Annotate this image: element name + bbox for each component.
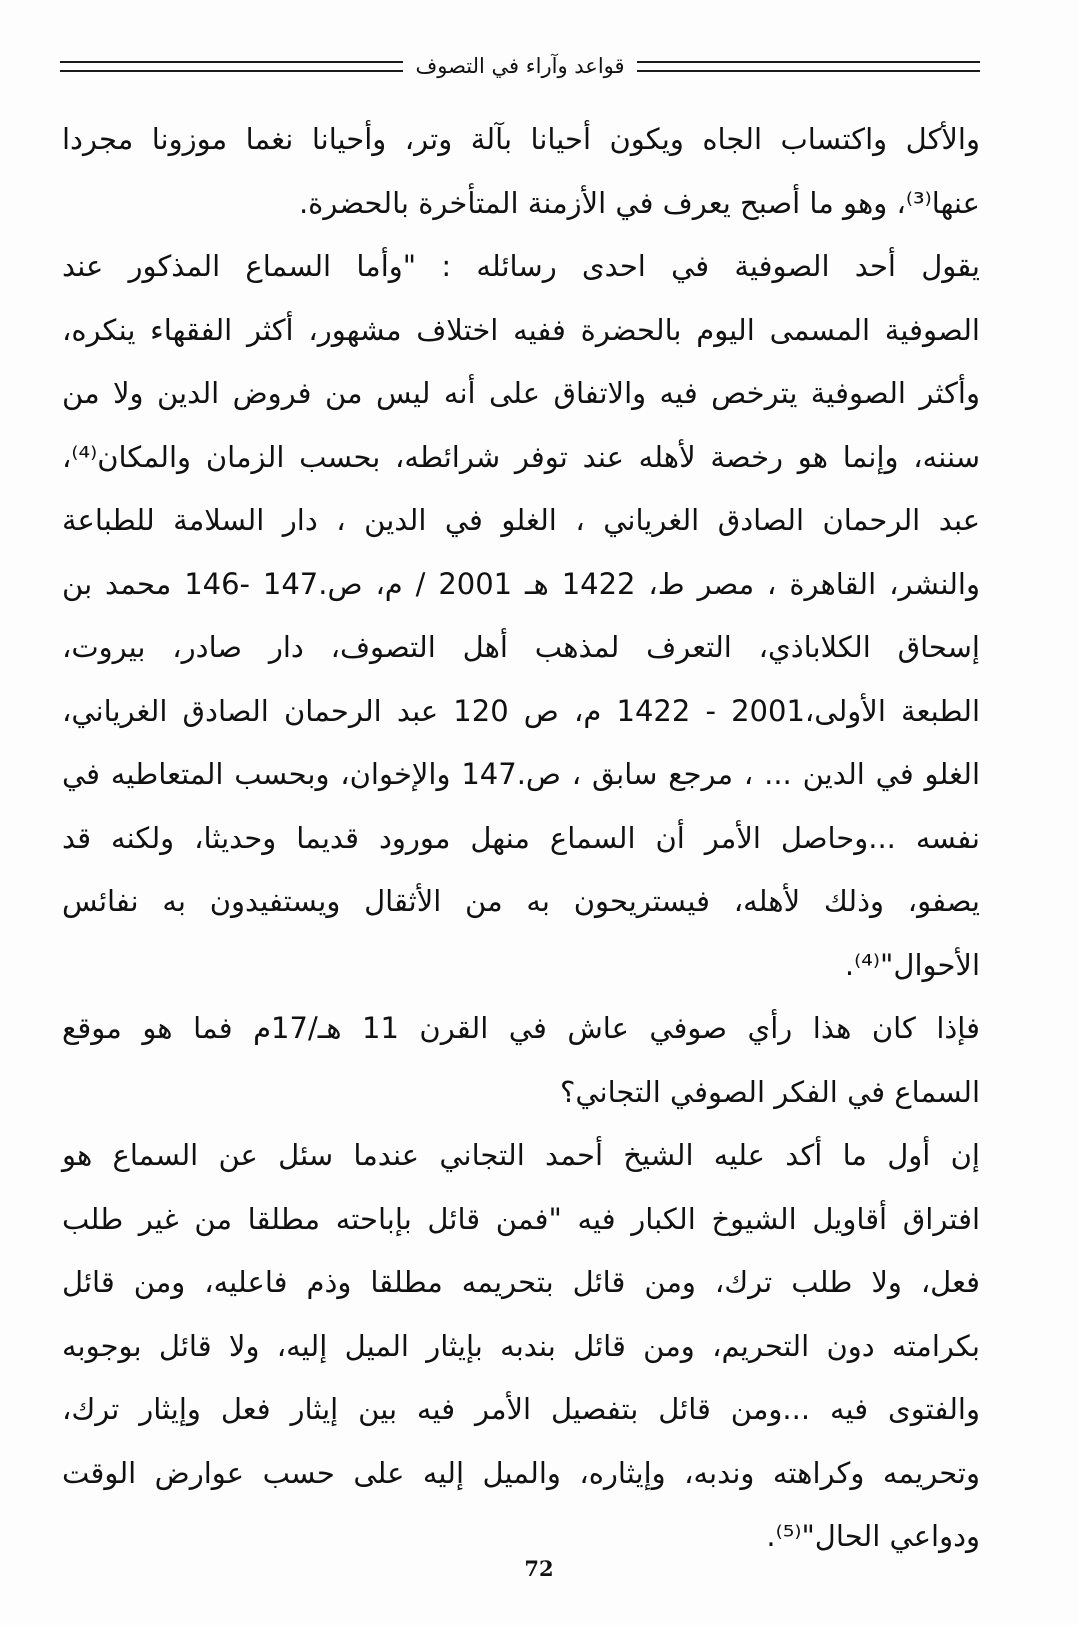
text-line: عبد الرحمان الصادق الغرياني ، الغلو في الدين ، دار السلامة للطباعة (62, 503, 980, 537)
text-line: والفتوى فيه ...ومن قائل بتفصيل الأمر فيه بين إيثار فعل وإيثار ترك، (62, 1392, 980, 1426)
text-line: السماع في الفكر الصوفي التجاني؟ (559, 1074, 980, 1109)
text-line: يقول أحد الصوفية في احدى رسائله : "وأما السماع المذكور عند (62, 249, 980, 283)
text-line: عنها⁽³⁾، وهو ما أصبح يعرف في الأزمنة المتأخرة بالحضرة. (298, 185, 980, 220)
text-line: نفسه ...وحاصل الأمر أن السماع منهل مورود قديما وحديثا، ولكنه قد (62, 820, 980, 855)
body-text (62, 108, 980, 1569)
text-line: الصوفية المسمى اليوم بالحضرة ففيه اختلاف مشهور، أكثر الفقهاء ينكره، (62, 312, 980, 347)
page-number: 72 (524, 1556, 554, 1581)
header-rule-right (637, 61, 980, 72)
text-line: الغلو في الدين ... ، مرجع سابق ، ص.147 والإخوان، وبحسب المتعاطيه في (62, 757, 981, 791)
running-header (60, 48, 980, 84)
text-line: ودواعي الحال"⁽⁵⁾. (766, 1519, 980, 1553)
text-line: والأكل واكتساب الجاه ويكون أحيانا بآلة وتر، وأحيانا نغما موزونا مجردا (62, 122, 980, 156)
text-line: والنشر، القاهرة ، مصر ط، 1422 هـ 2001 / م، ص.147 -146 محمد بن (62, 566, 980, 601)
text-line: وأكثر الصوفية يترخص فيه والاتفاق على أنه ليس من فروض الدين ولا من (62, 376, 980, 410)
header-rule-left (60, 61, 403, 72)
text-line: الأحوال"⁽⁴⁾. (844, 947, 980, 982)
text-line: سننه، وإنما هو رخصة لأهله عند توفر شرائطه، بحسب الزمان والمكان⁽⁴⁾، (62, 439, 980, 474)
text-line: بكرامته دون التحريم، ومن قائل بندبه بإيثار الميل إليه، ولا قائل بوجوبه (62, 1328, 980, 1363)
text-line: الطبعة الأولى،2001 - 1422 م، ص 120 عبد الرحمان الصادق الغرياني، (62, 693, 980, 728)
text-line: وتحريمه وكراهته وندبه، وإيثاره، والميل إليه على حسب عوارض الوقت (62, 1455, 980, 1490)
text-line: فإذا كان هذا رأي صوفي عاش في القرن 11 هـ/17م فما هو موقع (62, 1011, 980, 1045)
text-line: فعل، ولا طلب ترك، ومن قائل بتحريمه مطلقا وذم فاعليه، ومن قائل (62, 1265, 980, 1299)
header-title: قواعد وآراء في التصوف (415, 54, 625, 78)
text-line: يصفو، وذلك لأهله، فيستريحون به من الأثقال ويستفيدون به نفائس (62, 884, 980, 918)
text-line: افتراق أقاويل الشيوخ الكبار فيه "فمن قائل بإباحته مطلقا من غير طلب (62, 1201, 980, 1236)
text-line: إن أول ما أكد عليه الشيخ أحمد التجاني عندما سئل عن السماع هو (62, 1138, 980, 1172)
text-line: إسحاق الكلاباذي، التعرف لمذهب أهل التصوف، دار صادر، بيروت، (62, 630, 980, 664)
